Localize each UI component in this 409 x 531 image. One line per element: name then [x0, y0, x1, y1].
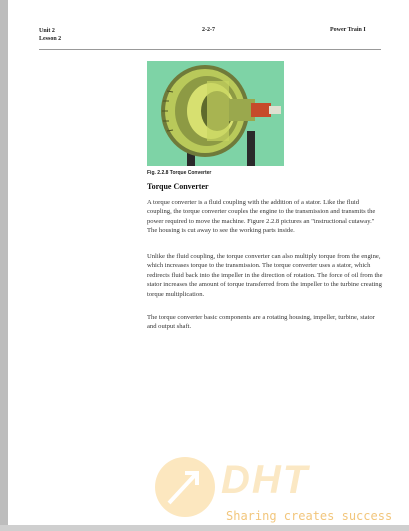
body-paragraph: Unlike the fluid coupling, the torque converter can also multiply torque from the engine, which increases torque to the transmission. The torque converter uses a stator, which redirects fluid back into the impeller in the direction of rotation. The force of oil from the stator increases the amount of torque transferred from the impeller to the turbine creating torque multiplication. [147, 253, 383, 298]
header-unit: Unit 2 [39, 28, 55, 34]
header-course: Power Train I [330, 27, 366, 33]
watermark-logo-text: DHT [221, 458, 310, 502]
figure-caption: Fig. 2.2.8 Torque Converter [147, 170, 212, 176]
document-page [8, 0, 400, 525]
section-title: Torque Converter [147, 182, 209, 191]
watermark-logo-icon [155, 457, 215, 517]
header-rule [39, 49, 381, 50]
torque-converter-illustration [147, 61, 284, 166]
watermark-tagline: Sharing creates success [226, 509, 393, 523]
header-unit-lesson [39, 27, 61, 43]
body-paragraph: A torque converter is a fluid coupling with the addition of a stator. Like the fluid coupling, the torque converter couples the engine to the transmission and transmits the power required to move the machine. Figure 2.2.8 pictures an "instructional cutaway." The housing is cut away to see the working parts inside. [147, 199, 376, 235]
viewer-left-edge [0, 0, 8, 531]
body-paragraph: The torque converter basic components are a rotating housing, impeller, turbine, stator and output shaft. [147, 314, 375, 331]
header-page-number: 2-2-7 [202, 27, 215, 33]
header-lesson: Lesson 2 [39, 36, 62, 42]
viewer-bottom-edge [0, 525, 409, 531]
torque-converter-figure [147, 61, 284, 166]
